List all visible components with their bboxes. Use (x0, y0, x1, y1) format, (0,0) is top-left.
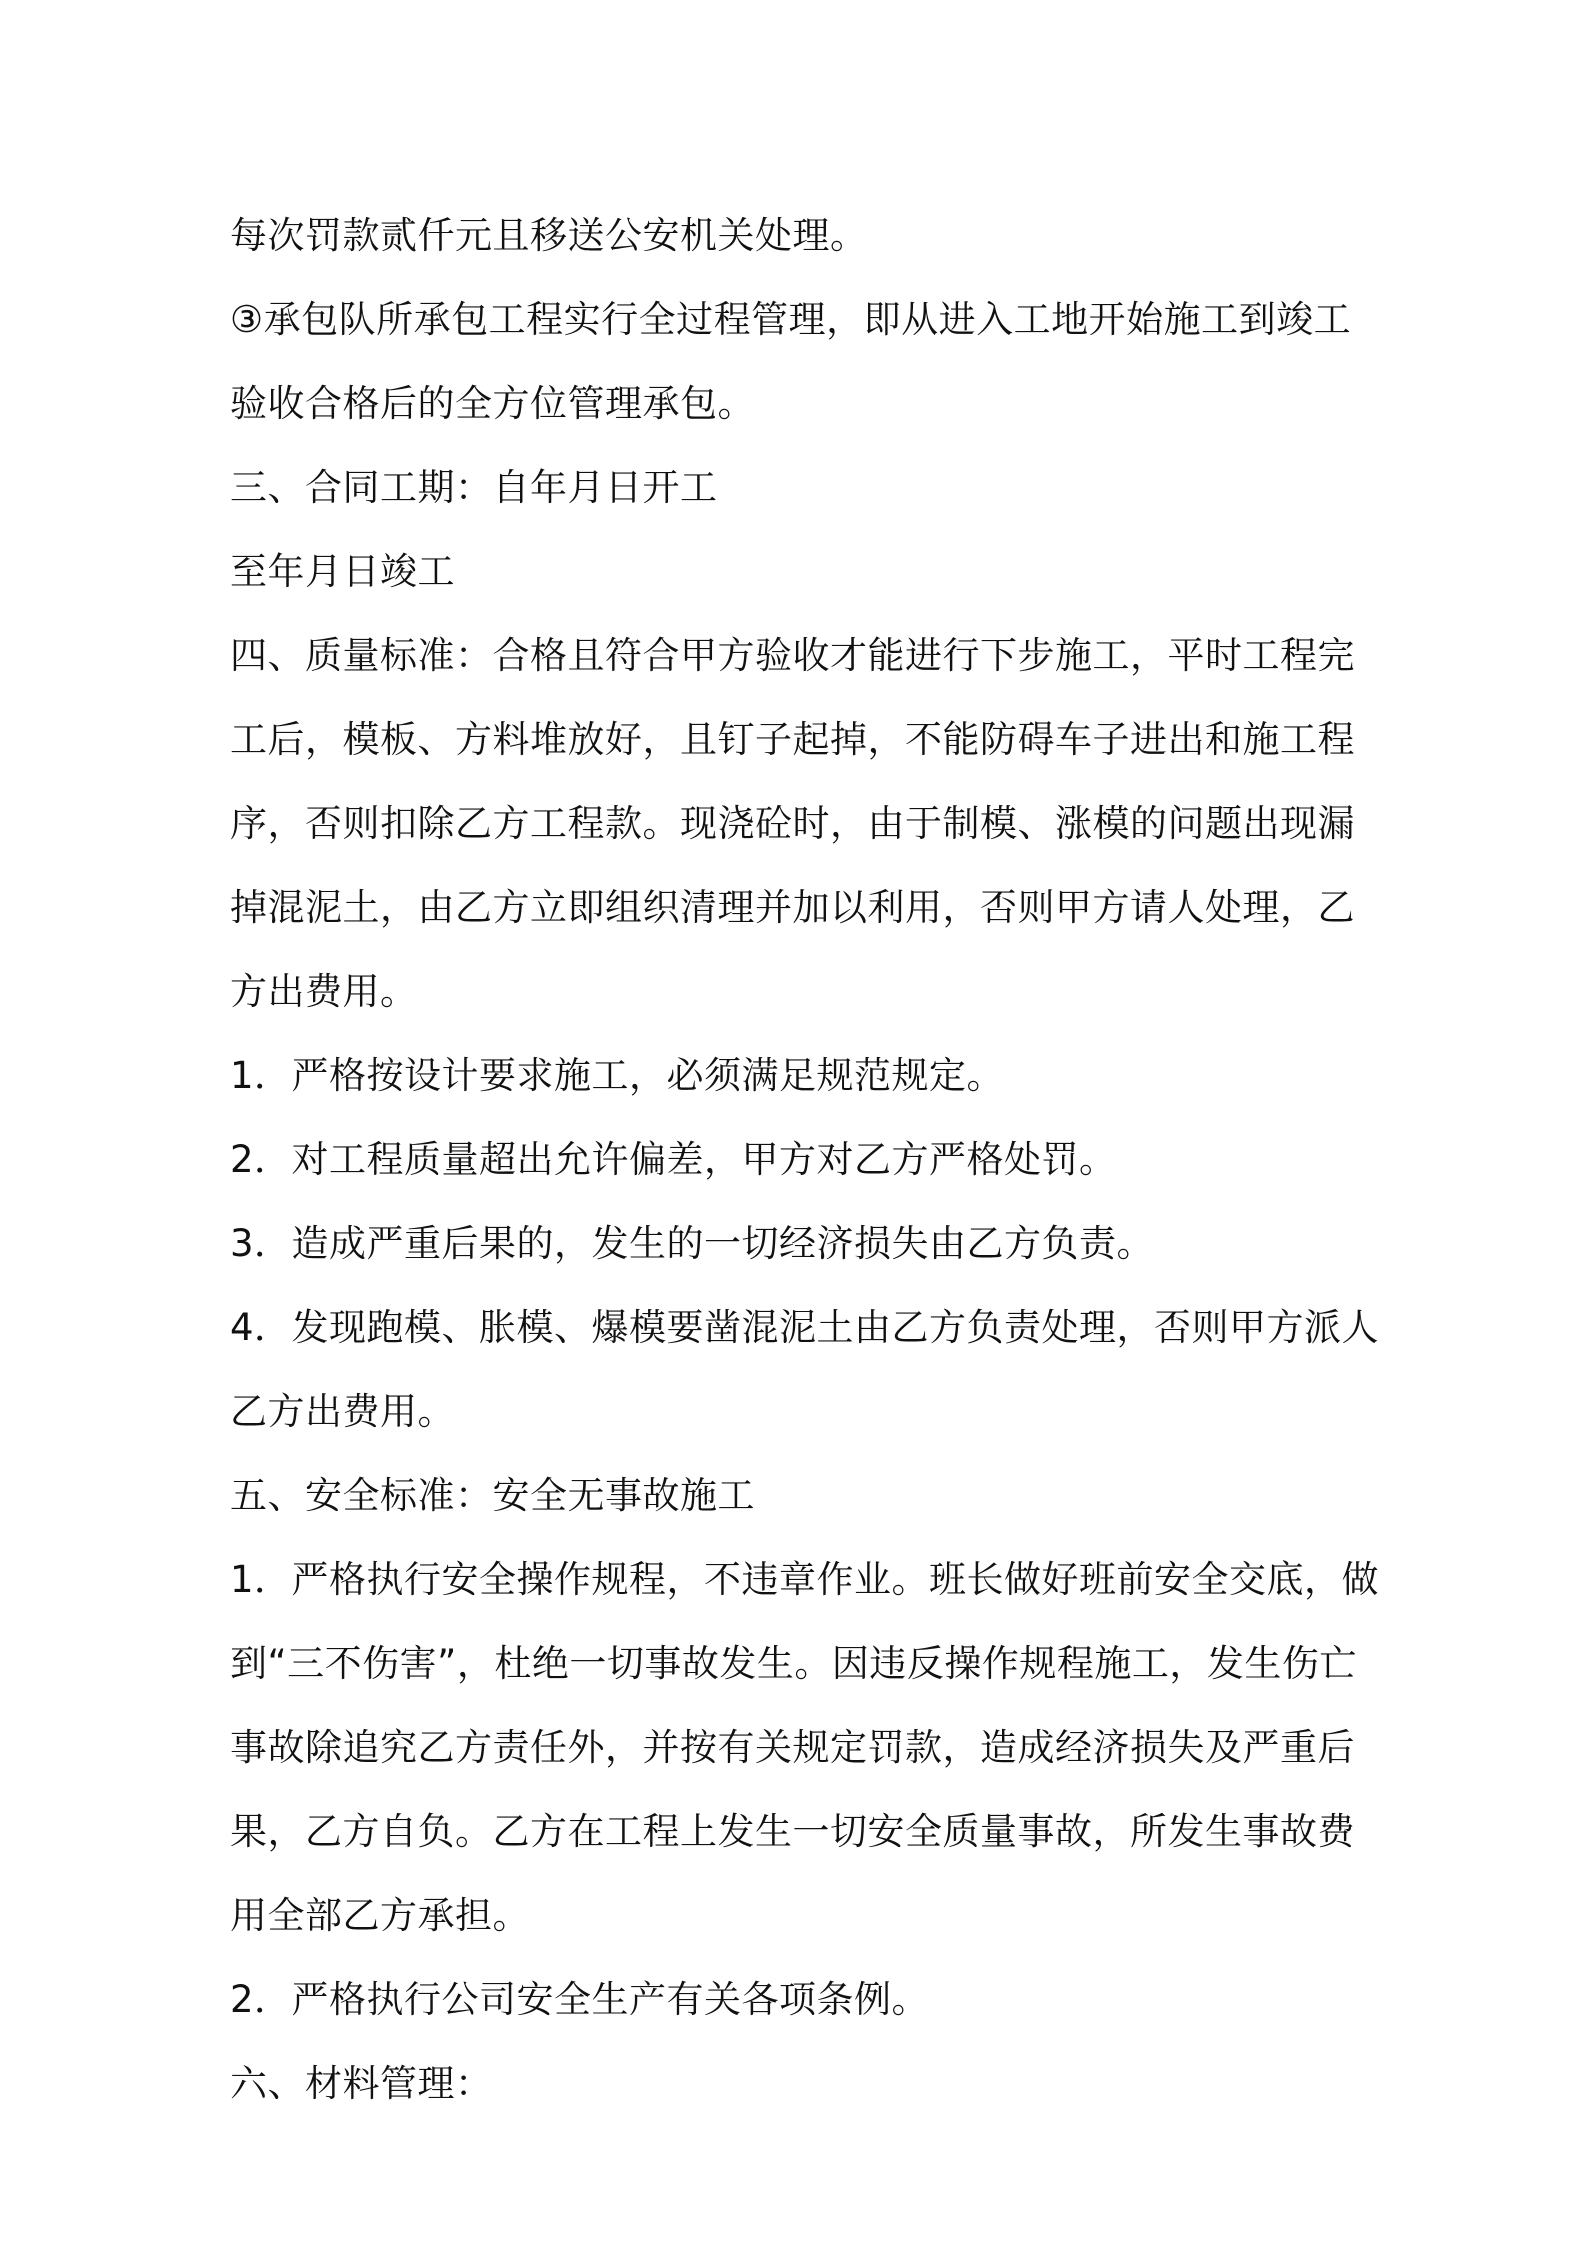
list-item: 3．造成严重后果的，发生的一切经济损失由乙方负责。 (230, 1222, 1155, 1265)
text-line: 至年月日竣工 (230, 550, 455, 593)
text-line: ③承包队所承包工程实行全过程管理，即从进入工地开始施工到竣工 (230, 298, 1352, 341)
text-line: 果，乙方自负。乙方在工程上发生一切安全质量事故，所发生事故费 (230, 1810, 1355, 1853)
list-item: 2．对工程质量超出允许偏差，甲方对乙方严格处罚。 (230, 1138, 1117, 1181)
text-line: 方出费用。 (230, 970, 418, 1013)
text-line: 验收合格后的全方位管理承包。 (230, 382, 755, 425)
section-heading: 五、安全标准：安全无事故施工 (230, 1474, 755, 1517)
list-item: 2．严格执行公司安全生产有关各项条例。 (230, 1978, 930, 2021)
list-item: 1．严格执行安全操作规程，不违章作业。班长做好班前安全交底，做 (230, 1558, 1380, 1601)
list-item: 1．严格按设计要求施工，必须满足规范规定。 (230, 1054, 1005, 1097)
text-line: 工后，模板、方料堆放好，且钉子起掉，不能防碍车子进出和施工程 (230, 718, 1355, 761)
text-line: 到“三不伤害”，杜绝一切事故发生。因违反操作规程施工，发生伤亡 (230, 1642, 1357, 1685)
text-line: 每次罚款贰仟元且移送公安机关处理。 (230, 214, 868, 257)
document-body (230, 194, 1380, 2126)
text-line: 掉混泥土，由乙方立即组织清理并加以利用，否则甲方请人处理，乙 (230, 886, 1355, 929)
text-line: 序，否则扣除乙方工程款。现浇砼时，由于制模、涨模的问题出现漏 (230, 802, 1355, 845)
section-heading: 三、合同工期：自年月日开工 (230, 466, 718, 509)
section-heading: 四、质量标准：合格且符合甲方验收才能进行下步施工，平时工程完 (230, 634, 1355, 677)
section-heading: 六、材料管理： (230, 2062, 493, 2105)
text-line: 用全部乙方承担。 (230, 1894, 530, 1937)
text-line: 乙方出费用。 (230, 1390, 455, 1433)
text-line: 事故除追究乙方责任外，并按有关规定罚款，造成经济损失及严重后 (230, 1726, 1355, 1769)
list-item: 4．发现跑模、胀模、爆模要凿混泥土由乙方负责处理，否则甲方派人 (230, 1306, 1380, 1349)
